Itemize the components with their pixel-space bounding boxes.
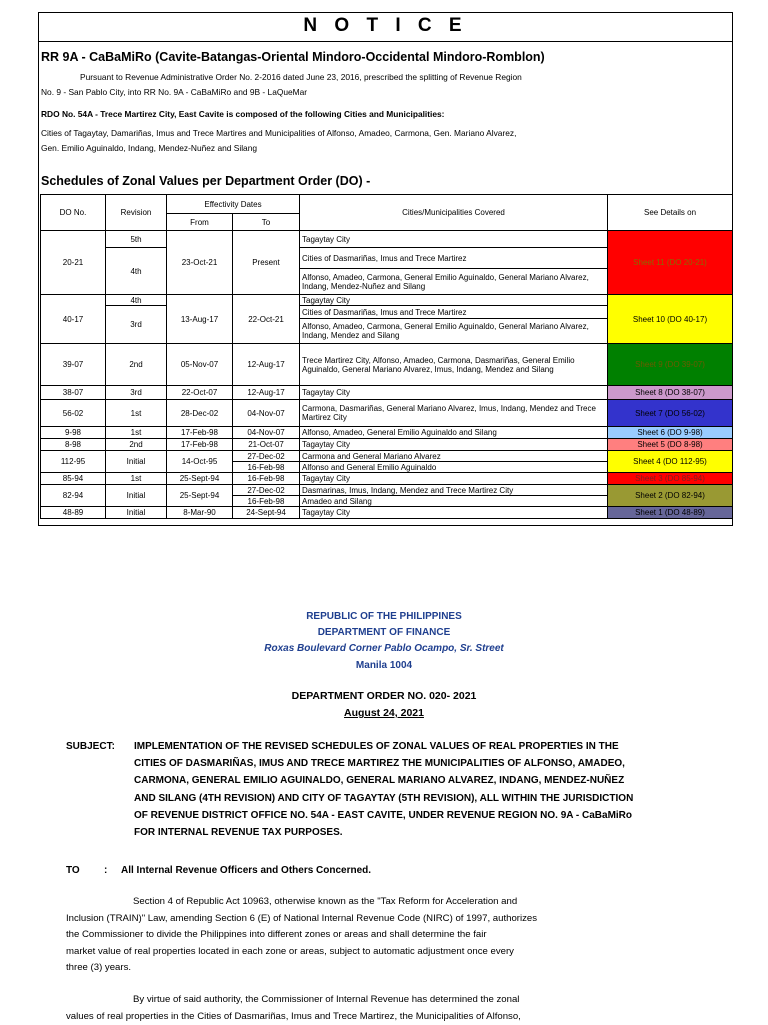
subject-line [66,738,636,755]
paragraph-virtue [66,992,636,1025]
from-date: 17-Feb-98 [167,427,233,439]
header-from: From [167,214,233,231]
subject-text: IMPLEMENTATION OF THE REVISED SCHEDULES OF ZONAL VALUES OF REAL PROPERTIES IN THE [134,741,619,752]
cities-covered: Trece Martirez City, Alfonso, Amadeo, Carmona, Dasmariñas, General Emilio Aguinaldo, General Mariano Alvarez, Imus, Indang, Mendez and Silang [300,344,608,386]
title-divider [39,41,732,42]
revenue-region-title: RR 9A - CaBaMiRo (Cavite-Batangas-Oriental Mindoro-Occidental Mindoro-Romblon) [41,50,545,64]
to-date: 12-Aug-17 [233,386,300,400]
to-date: Present [233,231,300,295]
to-date: 16-Feb-98 [233,462,300,473]
revision: 2nd [106,439,167,451]
paragraph-line: the Commissioner to divide the Philippines into different zones or areas and shall determine the fair [66,929,487,941]
do-number: 40-17 [41,295,106,344]
sheet-link[interactable]: Sheet 10 (DO 40-17) [608,295,733,344]
to-date: 04-Nov-07 [233,427,300,439]
paragraph-line: By virtue of said authority, the Commissioner of Internal Revenue has determined the zonal [133,994,520,1005]
cities-line1: Cities of Tagaytay, Damariñas, Imus and Trece Martires and Municipalities of Alfonso, Amadeo, Carmona, Gen. Mariano Alvarez, [41,128,517,138]
to-date: 16-Feb-98 [233,496,300,507]
cities-covered: Amadeo and Silang [300,496,608,507]
cities-covered: Cities of Dasmariñas, Imus and Trece Martirez [300,306,608,319]
revision: 4th [106,295,167,306]
to-date: 27-Dec-02 [233,485,300,496]
from-date: 22-Oct-07 [167,386,233,400]
revision: Initial [106,507,167,519]
sheet-link[interactable]: Sheet 6 (DO 9-98) [608,427,733,439]
notice-title: N O T I C E [303,15,468,36]
from-date: 13-Aug-17 [167,295,233,344]
cities-covered: Alfonso and General Emilio Aguinaldo [300,462,608,473]
sheet-link[interactable]: Sheet 1 (DO 48-89) [608,507,733,519]
revision: 4th [106,248,167,295]
from-date: 8-Mar-90 [167,507,233,519]
department-heading: DEPARTMENT OF FINANCE [317,627,451,638]
cities-covered: Tagaytay City [300,507,608,519]
cities-covered: Carmona and General Mariano Alvarez [300,451,608,462]
revision: 2nd [106,344,167,386]
do-number: 82-94 [41,485,106,507]
revision: Initial [106,485,167,507]
to-date: 24-Sept-94 [233,507,300,519]
revision: 1st [106,400,167,427]
sheet-link[interactable]: Sheet 11 (DO 20-21) [608,231,733,295]
subject-block [66,738,636,841]
to-date: 22-Oct-21 [233,295,300,344]
rao-paragraph-line1: Pursuant to Revenue Administrative Order No. 2-2016 dated June 23, 2016, prescribed the splitting of Revenue Region [80,72,522,82]
to-label: TO [66,865,80,876]
cities-covered: Tagaytay City [300,295,608,306]
cities-covered: Alfonso, Amadeo, Carmona, General Emilio Aguinaldo, General Mariano Alvarez, Indang, Mendez and Silang [300,319,608,344]
header-cities: Cities/Municipalities Covered [300,195,608,231]
from-date: 05-Nov-07 [167,344,233,386]
subject-line: CARMONA, GENERAL EMILIO AGUINALDO, GENERAL MARIANO ALVAREZ, INDANG, MENDEZ-NUÑEZ [134,775,625,787]
cities-covered: Alfonso, Amadeo, General Emilio Aguinaldo and Silang [300,427,608,439]
sheet-link[interactable]: Sheet 5 (DO 8-98) [608,439,733,451]
sheet-link[interactable]: Sheet 4 (DO 112-95) [608,451,733,473]
do-number: 9-98 [41,427,106,439]
subject-line: CITIES OF DASMARIÑAS, IMUS AND TRECE MARTIREZ THE MUNICIPALITIES OF ALFONSO, AMADEO, [134,758,625,770]
do-number: 20-21 [41,231,106,295]
revision: 3rd [106,306,167,344]
republic-heading: REPUBLIC OF THE PHILIPPINES [306,611,462,622]
department-order-date-text: August 24, 2021 [344,707,424,719]
cities-covered: Tagaytay City [300,231,608,248]
cities-covered: Dasmarinas, Imus, Indang, Mendez and Trece Martirez City [300,485,608,496]
subject-line: AND SILANG (4TH REVISION) AND CITY OF TAGAYTAY (5TH REVISION), ALL WITHIN THE JURISDICTION [134,792,634,804]
header-to: To [233,214,300,231]
department-order-number: DEPARTMENT ORDER NO. 020- 2021 [291,690,477,702]
do-number: 48-89 [41,507,106,519]
cities-covered: Carmona, Dasmariñas, General Mariano Alvarez, Imus, Indang, Mendez and Trece Martirez City [300,400,608,427]
paragraph-line: three (3) years. [66,962,132,974]
do-number: 8-98 [41,439,106,451]
paragraph-line: Section 4 of Republic Act 10963, otherwise known as the "Tax Reform for Acceleration and [133,896,518,907]
do-number: 85-94 [41,473,106,485]
revision: 1st [106,473,167,485]
from-date: 25-Sept-94 [167,485,233,507]
from-date: 28-Dec-02 [167,400,233,427]
address-line: Roxas Boulevard Corner Pablo Ocampo, Sr. Street [264,643,504,654]
to-date: 12-Aug-17 [233,344,300,386]
sheet-link[interactable]: Sheet 9 (DO 39-07) [608,344,733,386]
do-number: 56-02 [41,400,106,427]
to-date: 16-Feb-98 [233,473,300,485]
do-number: 38-07 [41,386,106,400]
sheet-link[interactable]: Sheet 8 (DO 38-07) [608,386,733,400]
revision: Initial [106,451,167,473]
from-date: 14-Oct-95 [167,451,233,473]
do-number: 39-07 [41,344,106,386]
rdo-line: RDO No. 54A - Trece Martirez City, East Cavite is composed of the following Cities and Municipalities: [41,109,445,119]
header-effectivity: Effectivity Dates [167,195,300,214]
cities-covered: Tagaytay City [300,439,608,451]
to-colon: : [104,865,108,876]
subject-label: SUBJECT: [66,741,115,752]
sheet-link[interactable]: Sheet 7 (DO 56-02) [608,400,733,427]
revision: 5th [106,231,167,248]
cities-covered: Tagaytay City [300,473,608,485]
to-line [66,865,371,876]
to-date: 27-Dec-02 [233,451,300,462]
zonal-values-table [40,194,733,519]
rao-paragraph-line2: No. 9 - San Pablo City, into RR No. 9A - CaBaMiRo and 9B - LaQueMar [41,87,308,97]
cities-covered: Tagaytay City [300,386,608,400]
from-date: 23-Oct-21 [167,231,233,295]
paragraph-line: values of real properties in the Cities of Dasmariñas, Imus and Trece Martirez, the Municipalities of Alfonso, [66,1010,521,1022]
cities-covered: Cities of Dasmariñas, Imus and Trece Martirez [300,248,608,269]
subject-line: FOR INTERNAL REVENUE TAX PURPOSES. [134,827,343,839]
city-line: Manila 1004 [355,660,413,671]
cities-line2: Gen. Emilio Aguinaldo, Indang, Mendez-Nuñez and Silang [41,143,258,153]
department-order-date [0,707,768,719]
sheet-link[interactable]: Sheet 3 (DO 85-94) [608,473,733,485]
notice-box [38,12,733,526]
header-details: See Details on [608,195,733,231]
to-recipients: All Internal Revenue Officers and Others Concerned. [121,865,372,876]
do-number: 112-95 [41,451,106,473]
sheet-link[interactable]: Sheet 2 (DO 82-94) [608,485,733,507]
from-date: 25-Sept-94 [167,473,233,485]
revision: 1st [106,427,167,439]
to-date: 21-Oct-07 [233,439,300,451]
subject-line: OF REVENUE DISTRICT OFFICE NO. 54A - EAST CAVITE, UNDER REVENUE REGION NO. 9A - CaBaMiRo [134,809,633,821]
paragraph-line: market value of real properties located in each zone or areas, subject to automatic adjustment once every [66,945,514,957]
paragraph-line: Inclusion (TRAIN)" Law, amending Section 6 (E) of National Internal Revenue Code (NIRC) of 1997, authorizes [66,912,538,924]
revision: 3rd [106,386,167,400]
header-revision: Revision [106,195,167,231]
to-date: 04-Nov-07 [233,400,300,427]
header-do-no: DO No. [41,195,106,231]
paragraph-authority [66,894,636,977]
from-date: 17-Feb-98 [167,439,233,451]
cities-covered: Alfonso, Amadeo, Carmona, General Emilio Aguinaldo, General Mariano Alvarez, Indang, Mendez-Nuñez and Silang [300,269,608,295]
schedule-title: Schedules of Zonal Values per Department Order (DO) - [41,174,371,188]
